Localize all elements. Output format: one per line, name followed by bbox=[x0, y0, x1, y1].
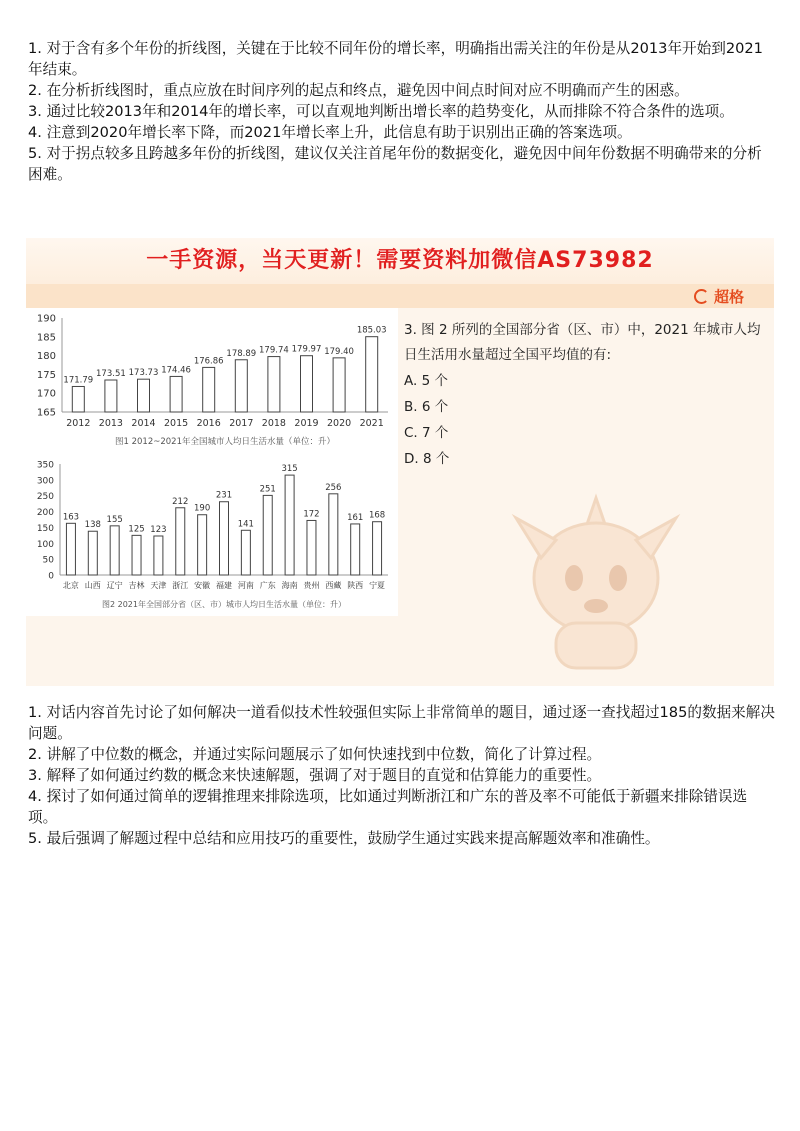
x-tick-label: 安徽 bbox=[194, 581, 211, 590]
x-tick-label: 天津 bbox=[150, 581, 167, 590]
data-label: 172 bbox=[303, 509, 320, 520]
data-label: 173.51 bbox=[96, 369, 126, 380]
data-label: 178.89 bbox=[226, 348, 257, 359]
x-tick-label: 贵州 bbox=[303, 581, 320, 590]
data-label: 141 bbox=[237, 519, 254, 530]
data-label: 173.73 bbox=[128, 368, 159, 379]
data-label: 212 bbox=[172, 496, 189, 507]
bar bbox=[110, 526, 119, 575]
x-tick-label: 山西 bbox=[84, 581, 101, 590]
brand-bar bbox=[26, 284, 774, 308]
charts-svg bbox=[26, 308, 398, 616]
data-label: 179.40 bbox=[324, 346, 354, 357]
data-label: 163 bbox=[62, 512, 80, 523]
x-tick-label: 2013 bbox=[98, 418, 123, 429]
note-item: 5. 对于拐点较多且跨越多年份的折线图，建议仅关注首尾年份的数据变化，避免因中间年份数据不明确带来的分析困难。 bbox=[28, 145, 762, 183]
bar bbox=[333, 358, 345, 412]
bar bbox=[307, 520, 316, 575]
note-item: 4. 探讨了如何通过简单的逻辑推理来排除选项，比如通过判断浙江和广东的普及率不可能低于新疆来排除错误选项。 bbox=[28, 788, 748, 826]
brand-g-icon bbox=[694, 289, 709, 304]
x-tick-label: 2016 bbox=[196, 418, 221, 429]
bar bbox=[105, 380, 117, 412]
chart-title: 图1 2012~2021年全国城市人均日生活水量（单位：升） bbox=[115, 437, 335, 447]
notes-top bbox=[28, 38, 776, 185]
bar bbox=[138, 379, 150, 412]
bar bbox=[329, 494, 338, 575]
bar bbox=[170, 376, 182, 412]
bar bbox=[263, 495, 272, 575]
bar bbox=[72, 386, 84, 412]
mascot-watermark-icon bbox=[496, 478, 696, 678]
bar bbox=[88, 531, 97, 575]
y-tick-label: 300 bbox=[36, 476, 54, 487]
note-item: 3. 解释了如何通过约数的概念来快速解题，强调了对于题目的直觉和估算能力的重要性。 bbox=[28, 767, 602, 784]
x-tick-label: 广东 bbox=[259, 581, 276, 590]
y-tick-label: 350 bbox=[36, 460, 54, 471]
chart2 bbox=[37, 461, 388, 610]
data-label: 190 bbox=[194, 503, 211, 514]
y-tick-label: 180 bbox=[36, 351, 56, 363]
question-text: 3. 图 2 所列的全国部分省（区、市）中，2021 年城市人均日生活用水量超过全国平均值的有: bbox=[404, 322, 761, 363]
bar bbox=[366, 337, 378, 412]
x-tick-label: 2015 bbox=[164, 418, 189, 429]
bar bbox=[241, 530, 250, 575]
x-tick-label: 2018 bbox=[261, 418, 286, 429]
x-tick-label: 浙江 bbox=[172, 581, 189, 590]
note-item: 1. 对于含有多个年份的折线图，关键在于比较不同年份的增长率，明确指出需关注的年份是从2013年开始到2021年结束。 bbox=[28, 40, 763, 78]
data-label: 171.79 bbox=[63, 375, 94, 386]
bar bbox=[176, 508, 185, 575]
notes-bottom bbox=[28, 702, 776, 849]
note-item: 1. 对话内容首先讨论了如何解决一道看似技术性较强但实际上非常简单的题目，通过逐一查找超过185的数据来解决问题。 bbox=[28, 704, 775, 742]
x-tick-label: 2020 bbox=[327, 418, 352, 429]
brand-logo bbox=[694, 286, 744, 307]
promo-banner: 一手资源，当天更新！需要资料加微信AS73982 bbox=[26, 238, 774, 284]
x-tick-label: 2019 bbox=[294, 418, 319, 429]
bar bbox=[203, 367, 215, 412]
x-tick-label: 吉林 bbox=[128, 581, 145, 590]
data-label: 155 bbox=[106, 514, 123, 525]
data-label: 125 bbox=[128, 524, 145, 535]
data-label: 256 bbox=[325, 482, 342, 493]
data-label: 185.03 bbox=[356, 325, 387, 336]
question-block bbox=[404, 318, 764, 472]
data-label: 123 bbox=[150, 524, 167, 535]
screenshot-panel bbox=[26, 238, 774, 686]
y-tick-label: 150 bbox=[36, 523, 54, 534]
x-tick-label: 辽宁 bbox=[106, 581, 123, 590]
data-label: 138 bbox=[84, 520, 101, 531]
charts-box bbox=[26, 308, 398, 616]
y-tick-label: 100 bbox=[36, 539, 54, 550]
data-label: 176.86 bbox=[193, 356, 224, 367]
chart1 bbox=[37, 314, 388, 448]
x-tick-label: 海南 bbox=[281, 581, 298, 590]
bar bbox=[235, 360, 247, 412]
bar bbox=[220, 502, 229, 575]
bar bbox=[301, 356, 313, 412]
x-tick-label: 2017 bbox=[229, 418, 254, 429]
bar bbox=[285, 475, 294, 575]
note-item: 4. 注意到2020年增长率下降，而2021年增长率上升，此信息有助于识别出正确的答案选项。 bbox=[28, 124, 632, 141]
note-item: 2. 讲解了中位数的概念，并通过实际问题展示了如何快速找到中位数，简化了计算过程。 bbox=[28, 746, 602, 763]
x-tick-label: 2021 bbox=[359, 418, 384, 429]
x-tick-label: 北京 bbox=[62, 581, 79, 590]
y-tick-label: 175 bbox=[36, 369, 56, 381]
x-tick-label: 宁夏 bbox=[369, 581, 386, 590]
option-d[interactable]: D. 8 个 bbox=[404, 451, 450, 467]
bar bbox=[198, 515, 207, 575]
y-tick-label: 200 bbox=[36, 508, 54, 519]
option-b[interactable]: B. 6 个 bbox=[404, 399, 449, 415]
data-label: 251 bbox=[259, 484, 276, 495]
y-tick-label: 165 bbox=[36, 407, 56, 419]
x-tick-label: 2014 bbox=[131, 418, 156, 429]
y-tick-label: 0 bbox=[48, 571, 54, 582]
x-tick-label: 2012 bbox=[66, 418, 91, 429]
x-tick-label: 西藏 bbox=[325, 581, 342, 590]
bar bbox=[132, 535, 141, 575]
data-label: 179.74 bbox=[259, 345, 289, 356]
bar bbox=[373, 522, 382, 575]
bar bbox=[351, 524, 360, 575]
chart-title: 图2 2021年全国部分省（区、市）城市人均日生活水量（单位：升） bbox=[102, 600, 346, 609]
y-tick-label: 50 bbox=[42, 555, 54, 566]
bar bbox=[66, 523, 75, 575]
option-c[interactable]: C. 7 个 bbox=[404, 425, 449, 441]
y-tick-label: 185 bbox=[36, 332, 56, 344]
data-label: 179.97 bbox=[291, 344, 322, 355]
brand-name: 超格 bbox=[713, 288, 744, 306]
y-tick-label: 170 bbox=[36, 388, 56, 400]
bar bbox=[268, 357, 280, 412]
y-tick-label: 250 bbox=[36, 492, 54, 503]
note-item: 3. 通过比较2013年和2014年的增长率，可以直观地判断出增长率的趋势变化，从而排除不符合条件的选项。 bbox=[28, 103, 734, 120]
note-item: 2. 在分析折线图时，重点应放在时间序列的起点和终点，避免因中间点时间对应不明确而产生的困惑。 bbox=[28, 82, 689, 99]
data-label: 161 bbox=[347, 512, 364, 523]
data-label: 174.46 bbox=[161, 365, 191, 376]
note-item: 5. 最后强调了解题过程中总结和应用技巧的重要性，鼓励学生通过实践来提高解题效率和准确性。 bbox=[28, 830, 660, 847]
data-label: 315 bbox=[281, 464, 298, 475]
x-tick-label: 陕西 bbox=[347, 581, 364, 590]
x-tick-label: 福建 bbox=[216, 581, 232, 590]
bar bbox=[154, 536, 163, 575]
x-tick-label: 河南 bbox=[237, 581, 254, 590]
data-label: 168 bbox=[368, 510, 386, 521]
y-tick-label: 190 bbox=[36, 313, 56, 325]
option-a[interactable]: A. 5 个 bbox=[404, 373, 448, 389]
data-label: 231 bbox=[215, 490, 233, 501]
